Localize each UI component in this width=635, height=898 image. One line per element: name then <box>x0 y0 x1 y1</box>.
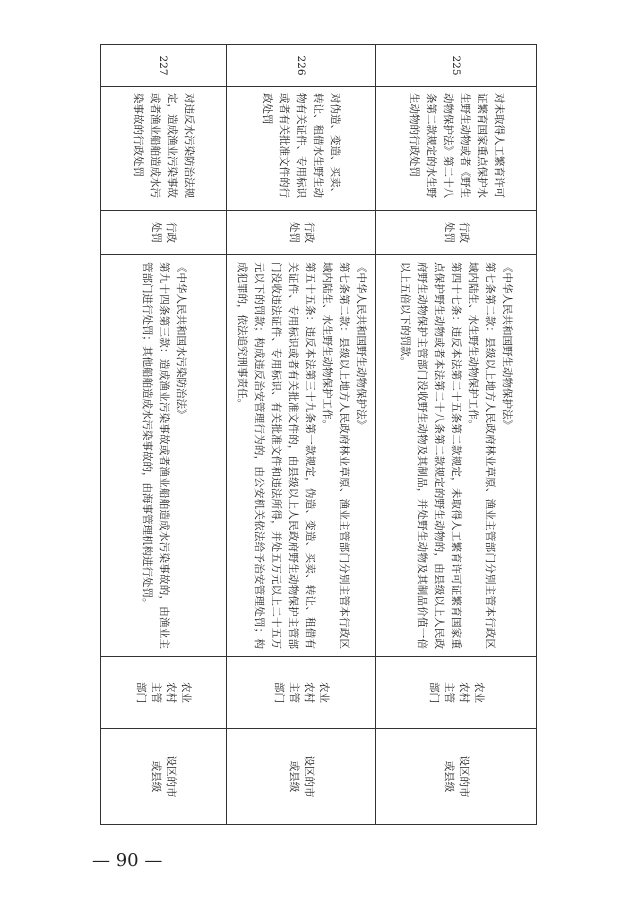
basis-clause: 第五十五条：违反本法第三十九条第一款规定，伪造、变造、买卖、转让、租借有关证件、专用标识或者有关批准文件的，由县级以上人民政府野生动物保护主管部门没收违法证件、专用标识、有关批准文件和违法所得，并处五万元以上二十五万元以下的罚款；构成违反治安管理行为的，由公安机关依法给予治安管理处罚；构成犯罪的，依法追究刑事责任。 <box>236 262 316 649</box>
basis-title: 《中华人民共和国水污染防治法》 <box>175 262 187 420</box>
table-row <box>376 45 537 825</box>
exercise-level: 设区的市 或县级 <box>376 729 537 825</box>
item-name: 对伪造、变造、买卖、转让、租借水生野生动物有关证件、专用标识或者有关批准文件的行政处罚 <box>227 87 376 211</box>
responsible-department: 农业 农村 主管 部门 <box>376 657 537 729</box>
power-type: 行政 处罚 <box>101 211 227 255</box>
row-number: 227 <box>101 45 227 87</box>
basis-clause: 第七条第二款：县级以上地方人民政府林业草原、渔业主管部门分别主管本行政区域内陆生、水生野生动物保护工作。 <box>467 262 497 649</box>
exercise-level: 设区的市 或县级 <box>101 729 227 825</box>
legal-basis <box>376 255 537 657</box>
responsible-department: 农业 农村 主管 部门 <box>227 657 376 729</box>
power-type: 行政 处罚 <box>376 211 537 255</box>
basis-clause: 第九十四条第三款：造成渔业污染事故或者渔业船舶造成水污染事故的，由渔业主管部门进行处罚；其他船舶造成水污染事故的，由海事管理机构进行处罚。 <box>141 262 170 649</box>
exercise-level: 设区的市 或县级 <box>227 729 376 825</box>
power-list-table <box>100 44 537 825</box>
rotated-table-wrapper <box>101 44 537 824</box>
table-row <box>227 45 376 825</box>
basis-title: 《中华人民共和国野生动物保护法》 <box>501 262 514 430</box>
item-name: 对违反水污染防治法规定，造成渔业污染事故或者渔业船舶造成水污染事故的行政处罚 <box>101 87 227 211</box>
responsible-department: 农业 农村 主管 部门 <box>101 657 227 729</box>
basis-clause: 第七条第二款：县级以上地方人民政府林业草原、渔业主管部门分别主管本行政区域内陆生、水生野生动物保护工作。 <box>321 262 350 649</box>
table-row <box>101 45 227 825</box>
basis-clause: 第四十七条：违反本法第二十五条第二款规定，未取得人工繁育许可证繁育国家重点保护野生动物或者本法第二十八条第二款规定的野生动物的，由县级以上人民政府野生动物保护主管部门没收野生动物及其制品，并处野生动物及其制品价值一倍以上五倍以下的罚款。 <box>399 262 463 649</box>
row-number: 225 <box>376 45 537 87</box>
item-name: 对未取得人工繁育许可证繁育国家重点保护水生野生动物或者《野生动物保护法》第二十八条第二款规定的水生野生动物的行政处罚 <box>376 87 537 211</box>
row-number: 226 <box>227 45 376 87</box>
power-type: 行政 处罚 <box>227 211 376 255</box>
legal-basis <box>101 255 227 657</box>
basis-title: 《中华人民共和国野生动物保护法》 <box>355 262 367 430</box>
page-number: — 90 — <box>92 850 163 871</box>
legal-basis <box>227 255 376 657</box>
